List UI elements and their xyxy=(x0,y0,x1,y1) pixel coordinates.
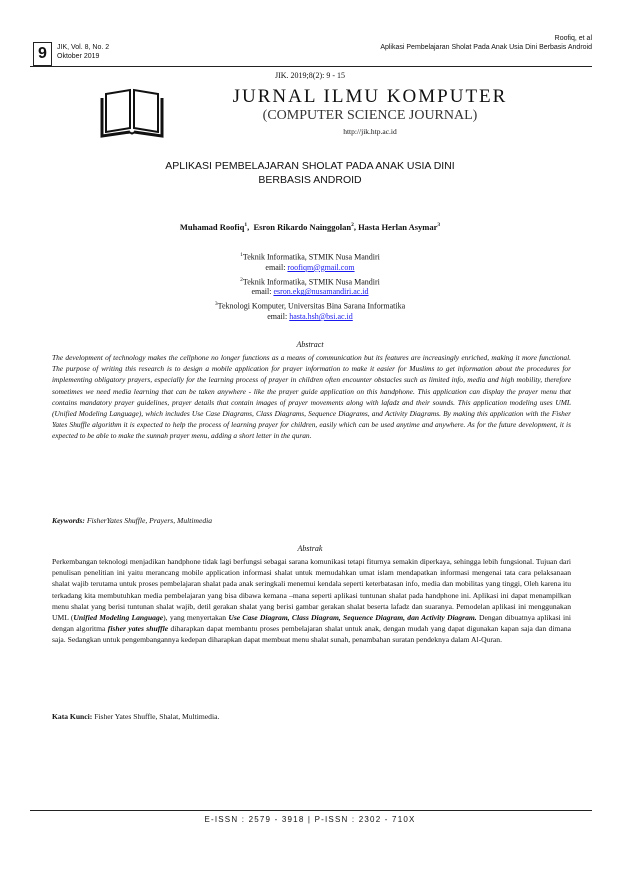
abstrak-part: ), yang menyertakan xyxy=(163,613,229,623)
abstrak-heading: Abstrak xyxy=(297,544,323,553)
author-sup: 1 xyxy=(244,222,248,229)
title-line-2: BERBASIS ANDROID xyxy=(258,174,362,186)
keywords-english xyxy=(52,516,571,525)
kata-kunci-label: Kata Kunci: xyxy=(52,712,93,721)
author-name: Muhamad Roofiq xyxy=(179,222,245,232)
author-email-link[interactable]: esron.ekg@nusamandiri.ac.id xyxy=(273,287,369,297)
volume-info xyxy=(57,43,109,61)
abstract-english-text: The development of technology makes the cellphone no longer functions as a means of communication but its features are increasingly enriched, making it more functional. The purpose of writing this research is to design a mobile application for prayer information to make it easier for Muslims to get information about the procedures for implementing obligatory prayers, especially for the learning process of prayer in children often encounter obstacles such as limited info, media and high mobility, therefore sometimes we need media learning that can be taken anywhere - like the prayer guide application on this handphone. This application can display the prayer menu that contains mandatory prayer guidelines, prayer details that contain images of prayer movements along with lafadz and their sounds. This application modeling uses UML (Unified Modeling Language), which includes Use Case Diagrams, Class Diagrams, Sequence Diagrams, and Activity Diagrams. By making this application with the Fisher Yates Shuffle algorithm it is expected to help the process of learning prayer for children, easily which can be used anytime and anywhere. As for the future development, it is expected to be able to make the sunnah prayer menu, adding a short letter in the quran. xyxy=(52,353,571,441)
journal-subtitle: (COMPUTER SCIENCE JOURNAL) xyxy=(262,108,478,123)
abstrak-part: diharapkan dapat membantu proses pembelajaran shalat untuk anak, dengan mudah yang dapat digunakan kapan saja dan dimana saja. Sedangkan untuk pengembangannya kedepan diharapkan dapat membuat menu shalat sunah, penambahan suratan pendeknya dalam Al-Quran. xyxy=(52,624,571,645)
running-title: Aplikasi Pembelajaran Sholat Pada Anak Usia Dini Berbasis Android xyxy=(380,44,592,51)
abstrak-part: Dengan dibuatnya aplikasi ini dengan algoritma xyxy=(52,613,571,634)
affiliation-name: Teknik Informatika, STMIK Nusa Mandiri xyxy=(242,277,380,287)
affiliation-block xyxy=(30,250,590,322)
email-label: email: xyxy=(251,287,274,297)
author-email-link[interactable]: hasta.hsh@bsi.ac.id xyxy=(289,311,353,321)
author-sup: 3 xyxy=(437,222,441,229)
affiliation-sup: 2 xyxy=(240,276,243,283)
abstrak-part: Use Case Diagram, Class Diagram, Sequence Diagram, dan Activity Diagram. xyxy=(228,613,477,623)
affiliation-name: Teknik Informatika, STMIK Nusa Mandiri xyxy=(242,252,380,262)
affiliation-sup: 1 xyxy=(240,252,243,258)
paper-title xyxy=(60,159,560,187)
journal-citation: JIK. 2019;8(2): 9 - 15 xyxy=(275,71,345,80)
keywords-indonesian xyxy=(52,712,571,721)
running-header xyxy=(380,34,592,52)
title-line-1: APLIKASI PEMBELAJARAN SHOLAT PADA ANAK USIA DINI xyxy=(165,160,455,172)
journal-url[interactable]: http://jik.htp.ac.id xyxy=(343,127,397,136)
author-name: Hasta Herlan Asymar xyxy=(358,222,438,232)
journal-title: JURNAL ILMU KOMPUTER xyxy=(232,86,508,107)
kata-kunci-value: Fisher Yates Shuffle, Shalat, Multimedia. xyxy=(94,712,220,721)
footer-divider xyxy=(30,810,592,811)
issn-footer: E-ISSN : 2579 - 3918 | P-ISSN : 2302 - 710X xyxy=(204,815,416,824)
issue-date: Oktober 2019 xyxy=(57,53,100,60)
email-label: email: xyxy=(265,262,288,272)
page-number: 9 xyxy=(33,42,52,66)
affiliation-sup: 3 xyxy=(214,301,218,308)
author-name: Esron Rikardo Nainggolan xyxy=(253,222,352,232)
abstract-indonesian-text xyxy=(52,556,571,646)
running-author: Roofiq, et al xyxy=(554,35,592,42)
abstract-heading: Abstract xyxy=(296,340,324,349)
author-email-link[interactable]: roofiqm@gmail.com xyxy=(287,262,355,272)
keywords-value: FisherYates Shuffle, Prayers, Multimedia xyxy=(86,516,213,525)
abstrak-part: fisher yates shuffle xyxy=(107,624,169,634)
header-divider xyxy=(30,66,592,67)
affiliation-name: Teknologi Komputer, Universitas Bina Sarana Informatika xyxy=(217,301,406,311)
email-label: email: xyxy=(267,311,290,321)
author-sup: 2 xyxy=(351,222,354,229)
volume-line: JIK, Vol. 8, No. 2 xyxy=(57,44,110,51)
abstrak-part: Perkembangan teknologi menjadikan handphone tidak lagi berfungsi sebagai sarana komunikasi tetapi fiturnya semakin diperkaya, sehingga lebih fungsional. Tujuan dari penulisan penelitian ini yaitu merancang mobile application informasi shalat untuk memudahkan umat islam mendapatkan informasi mengenai tata cara pelaksanaan shalat wajib terutama untuk proses pembelajaran shalat pada anak seringkali menemui kendala seperti keterbatasan info, media dan mobilitas yang tinggi, Oleh karena itu terkadang kita membutuhkan media pembelajaran yang bisa dibawa kemana –mana seperti aplikasi tuntunan shalat pada handphone ini. Aplikasi ini dapat menampilkan menu shalat yang berisi tuntunan shalat wajib, detil gerakan shalat yang berisi gambar gerakan shalat beserta lafadz dan suaranya. Pemodelan aplikasi ini menggunakan UML ( xyxy=(52,557,571,623)
keywords-label: Keywords: xyxy=(52,516,85,525)
abstrak-part: Unified Modeling Language xyxy=(73,613,164,623)
author-list: Muhamad Roofiq$^1$, Esron Rikardo Nainggolan$^2$, Hasta Herlan Asymar$^3$ xyxy=(179,222,441,232)
